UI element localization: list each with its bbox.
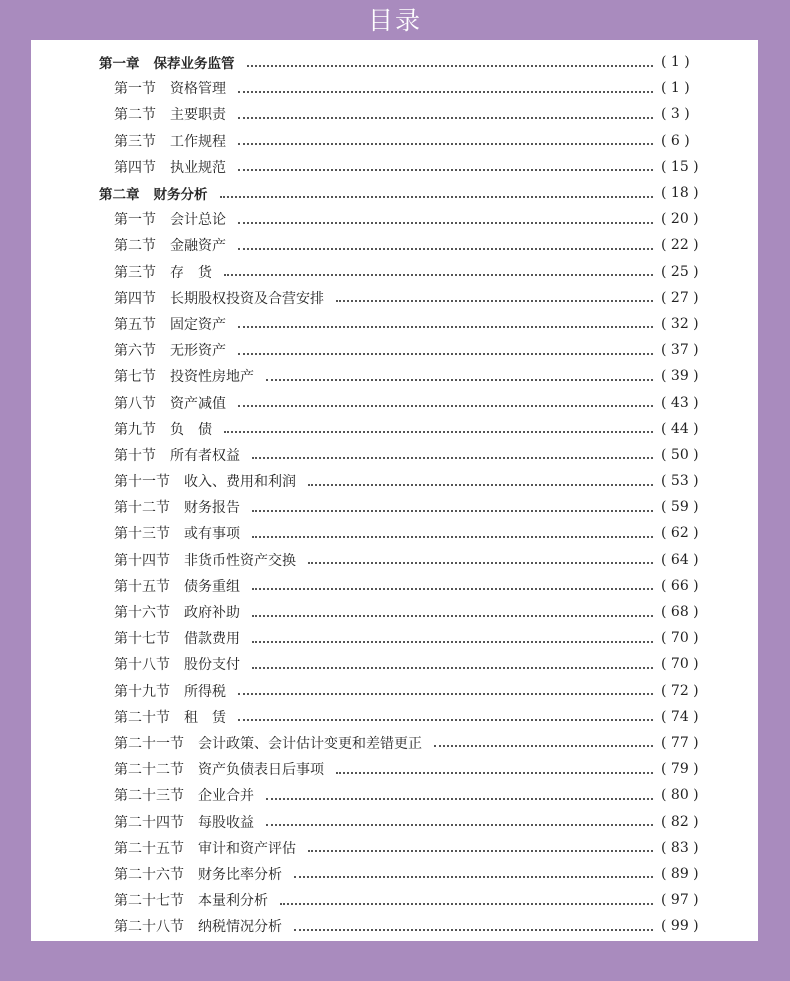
entry-number: 第十一节 xyxy=(114,474,170,491)
entry-number: 第九节 xyxy=(114,421,156,438)
dot-leader xyxy=(252,614,653,617)
dot-leader xyxy=(224,273,653,276)
page-number: ( 83 ) xyxy=(661,839,699,856)
page-number: ( 70 ) xyxy=(661,630,699,647)
entry-number: 第一节 xyxy=(114,212,156,229)
entry-number: 第十二节 xyxy=(114,500,170,517)
toc-section-entry[interactable] xyxy=(31,337,758,363)
toc-section-entry[interactable] xyxy=(31,808,758,834)
toc-section-entry[interactable] xyxy=(31,285,758,311)
entry-title: 或有事项 xyxy=(184,526,240,543)
entry-title: 存 货 xyxy=(170,264,212,281)
dot-leader xyxy=(238,116,653,119)
page-number: ( 72 ) xyxy=(661,682,699,699)
toc-section-entry[interactable] xyxy=(31,625,758,651)
entry-number: 第七节 xyxy=(114,369,156,386)
page-number: ( 59 ) xyxy=(661,499,699,516)
entry-title: 金融资产 xyxy=(170,238,226,255)
toc-section-entry[interactable] xyxy=(31,651,758,677)
entry-number: 第八节 xyxy=(114,395,156,412)
page-number: ( 66 ) xyxy=(661,577,699,594)
dot-leader xyxy=(308,483,653,486)
dot-leader xyxy=(238,352,653,355)
page-number: ( 32 ) xyxy=(661,315,699,332)
entry-number: 第二十四节 xyxy=(114,814,184,831)
entry-title: 执业规范 xyxy=(170,159,226,176)
dot-leader xyxy=(252,456,653,459)
entry-title: 财务比率分析 xyxy=(198,866,282,883)
entry-number: 第二节 xyxy=(114,107,156,124)
toc-section-entry[interactable] xyxy=(31,206,758,232)
entry-number: 第一节 xyxy=(114,81,156,98)
entry-number: 第十节 xyxy=(114,447,156,464)
entry-number: 第六节 xyxy=(114,343,156,360)
entry-title: 收入、费用和利润 xyxy=(184,474,296,491)
toc-section-entry[interactable] xyxy=(31,756,758,782)
page-number: ( 77 ) xyxy=(661,734,699,751)
toc-section-entry[interactable] xyxy=(31,678,758,704)
entry-number: 第二十六节 xyxy=(114,866,184,883)
entry-title: 长期股权投资及合营安排 xyxy=(170,290,324,307)
entry-number: 第十八节 xyxy=(114,657,170,674)
entry-title: 无形资产 xyxy=(170,343,226,360)
dot-leader xyxy=(238,142,653,145)
dot-leader xyxy=(252,535,653,538)
dot-leader xyxy=(238,692,653,695)
toc-section-entry[interactable] xyxy=(31,730,758,756)
page-number: ( 18 ) xyxy=(661,185,699,202)
entry-number: 第二十节 xyxy=(114,709,170,726)
page-number: ( 39 ) xyxy=(661,368,699,385)
page-number: ( 15 ) xyxy=(661,158,699,175)
entry-number: 第四节 xyxy=(114,290,156,307)
entry-title: 纳税情况分析 xyxy=(198,919,282,936)
entry-number: 第二十二节 xyxy=(114,762,184,779)
entry-title: 投资性房地产 xyxy=(170,369,254,386)
page-number: ( 3 ) xyxy=(661,106,690,123)
entry-number: 第一章 xyxy=(99,56,140,73)
toc-section-entry[interactable] xyxy=(31,232,758,258)
entry-title: 会计政策、会计估计变更和差错更正 xyxy=(198,735,422,752)
entry-number: 第十九节 xyxy=(114,683,170,700)
dot-leader xyxy=(238,168,653,171)
toc-section-entry[interactable] xyxy=(31,704,758,730)
entry-number: 第十七节 xyxy=(114,631,170,648)
page-number: ( 64 ) xyxy=(661,551,699,568)
entry-title: 审计和资产评估 xyxy=(198,840,296,857)
toc-section-entry[interactable] xyxy=(31,311,758,337)
page-number: ( 44 ) xyxy=(661,420,699,437)
entry-title: 债务重组 xyxy=(184,578,240,595)
entry-number: 第二章 xyxy=(99,187,140,204)
toc-section-entry[interactable] xyxy=(31,468,758,494)
toc-section-entry[interactable] xyxy=(31,861,758,887)
page-number: ( 97 ) xyxy=(661,892,699,909)
dot-leader xyxy=(238,718,653,721)
dot-leader xyxy=(238,404,653,407)
entry-number: 第三节 xyxy=(114,264,156,281)
entry-number: 第十三节 xyxy=(114,526,170,543)
dot-leader xyxy=(252,666,653,669)
dot-leader xyxy=(224,430,653,433)
dot-leader xyxy=(280,902,653,905)
dot-leader xyxy=(252,509,653,512)
dot-leader xyxy=(252,587,653,590)
toc-list xyxy=(31,49,758,939)
dot-leader xyxy=(266,797,653,800)
dot-leader xyxy=(308,561,653,564)
toc-section-entry[interactable] xyxy=(31,573,758,599)
entry-title: 借款费用 xyxy=(184,631,240,648)
page-number: ( 99 ) xyxy=(661,918,699,935)
dot-leader xyxy=(238,221,653,224)
entry-title: 股份支付 xyxy=(184,657,240,674)
entry-number: 第二十三节 xyxy=(114,788,184,805)
dot-leader xyxy=(294,875,653,878)
toc-section-entry[interactable] xyxy=(31,913,758,939)
toc-sheet xyxy=(31,40,758,941)
page-number: ( 37 ) xyxy=(661,342,699,359)
dot-leader xyxy=(238,90,653,93)
entry-number: 第三节 xyxy=(114,133,156,150)
dot-leader xyxy=(238,247,653,250)
entry-number: 第十五节 xyxy=(114,578,170,595)
page-number: ( 74 ) xyxy=(661,708,699,725)
page-title: 目录 xyxy=(367,6,422,35)
entry-title: 固定资产 xyxy=(170,316,226,333)
toc-section-entry[interactable] xyxy=(31,101,758,127)
toc-section-entry[interactable] xyxy=(31,128,758,154)
entry-title: 财务报告 xyxy=(184,500,240,517)
entry-title: 所得税 xyxy=(184,683,226,700)
entry-number: 第四节 xyxy=(114,159,156,176)
toc-chapter-entry[interactable] xyxy=(31,180,758,206)
page-number: ( 22 ) xyxy=(661,237,699,254)
page-number: ( 80 ) xyxy=(661,787,699,804)
dot-leader xyxy=(266,378,653,381)
entry-title: 本量利分析 xyxy=(198,893,268,910)
page-number: ( 27 ) xyxy=(661,289,699,306)
page-number: ( 6 ) xyxy=(661,132,690,149)
entry-number: 第五节 xyxy=(114,316,156,333)
toc-section-entry[interactable] xyxy=(31,494,758,520)
entry-number: 第二十一节 xyxy=(114,735,184,752)
entry-title: 资产负债表日后事项 xyxy=(198,762,324,779)
page-number: ( 79 ) xyxy=(661,761,699,778)
toc-section-entry[interactable] xyxy=(31,75,758,101)
entry-title: 资格管理 xyxy=(170,81,226,98)
page-number: ( 25 ) xyxy=(661,263,699,280)
entry-title: 非货币性资产交换 xyxy=(184,552,296,569)
dot-leader xyxy=(434,744,653,747)
page-number: ( 89 ) xyxy=(661,865,699,882)
page-number: ( 62 ) xyxy=(661,525,699,542)
toc-section-entry[interactable] xyxy=(31,520,758,546)
dot-leader xyxy=(247,64,654,67)
page-number: ( 82 ) xyxy=(661,813,699,830)
entry-number: 第二节 xyxy=(114,238,156,255)
page-number: ( 50 ) xyxy=(661,446,699,463)
dot-leader xyxy=(220,195,654,198)
page-number: ( 68 ) xyxy=(661,604,699,621)
entry-title: 政府补助 xyxy=(184,605,240,622)
page-number: ( 53 ) xyxy=(661,473,699,490)
toc-section-entry[interactable] xyxy=(31,887,758,913)
toc-section-entry[interactable] xyxy=(31,782,758,808)
page-number: ( 43 ) xyxy=(661,394,699,411)
dot-leader xyxy=(294,928,653,931)
entry-title: 企业合并 xyxy=(198,788,254,805)
entry-title: 所有者权益 xyxy=(170,447,240,464)
toc-section-entry[interactable] xyxy=(31,547,758,573)
dot-leader xyxy=(336,299,653,302)
entry-number: 第二十八节 xyxy=(114,919,184,936)
entry-number: 第十四节 xyxy=(114,552,170,569)
entry-number: 第二十七节 xyxy=(114,893,184,910)
page-number: ( 20 ) xyxy=(661,211,699,228)
dot-leader xyxy=(308,849,653,852)
entry-number: 第十六节 xyxy=(114,605,170,622)
toc-section-entry[interactable] xyxy=(31,259,758,285)
entry-title: 每股收益 xyxy=(198,814,254,831)
entry-title: 工作规程 xyxy=(170,133,226,150)
toc-section-entry[interactable] xyxy=(31,416,758,442)
dot-leader xyxy=(336,771,653,774)
toc-section-entry[interactable] xyxy=(31,442,758,468)
toc-chapter-entry[interactable] xyxy=(31,49,758,75)
page-number: ( 1 ) xyxy=(661,54,690,71)
toc-section-entry[interactable] xyxy=(31,154,758,180)
dot-leader xyxy=(238,325,653,328)
entry-title: 主要职责 xyxy=(170,107,226,124)
toc-section-entry[interactable] xyxy=(31,835,758,861)
toc-section-entry[interactable] xyxy=(31,599,758,625)
toc-section-entry[interactable] xyxy=(31,363,758,389)
dot-leader xyxy=(252,640,653,643)
entry-title: 保荐业务监管 xyxy=(153,56,235,73)
page-number: ( 1 ) xyxy=(661,80,690,97)
page-number: ( 70 ) xyxy=(661,656,699,673)
entry-title: 会计总论 xyxy=(170,212,226,229)
toc-section-entry[interactable] xyxy=(31,389,758,415)
entry-number: 第二十五节 xyxy=(114,840,184,857)
entry-title: 资产减值 xyxy=(170,395,226,412)
dot-leader xyxy=(266,823,653,826)
entry-title: 财务分析 xyxy=(153,187,208,204)
entry-title: 负 债 xyxy=(170,421,212,438)
entry-title: 租 赁 xyxy=(184,709,226,726)
